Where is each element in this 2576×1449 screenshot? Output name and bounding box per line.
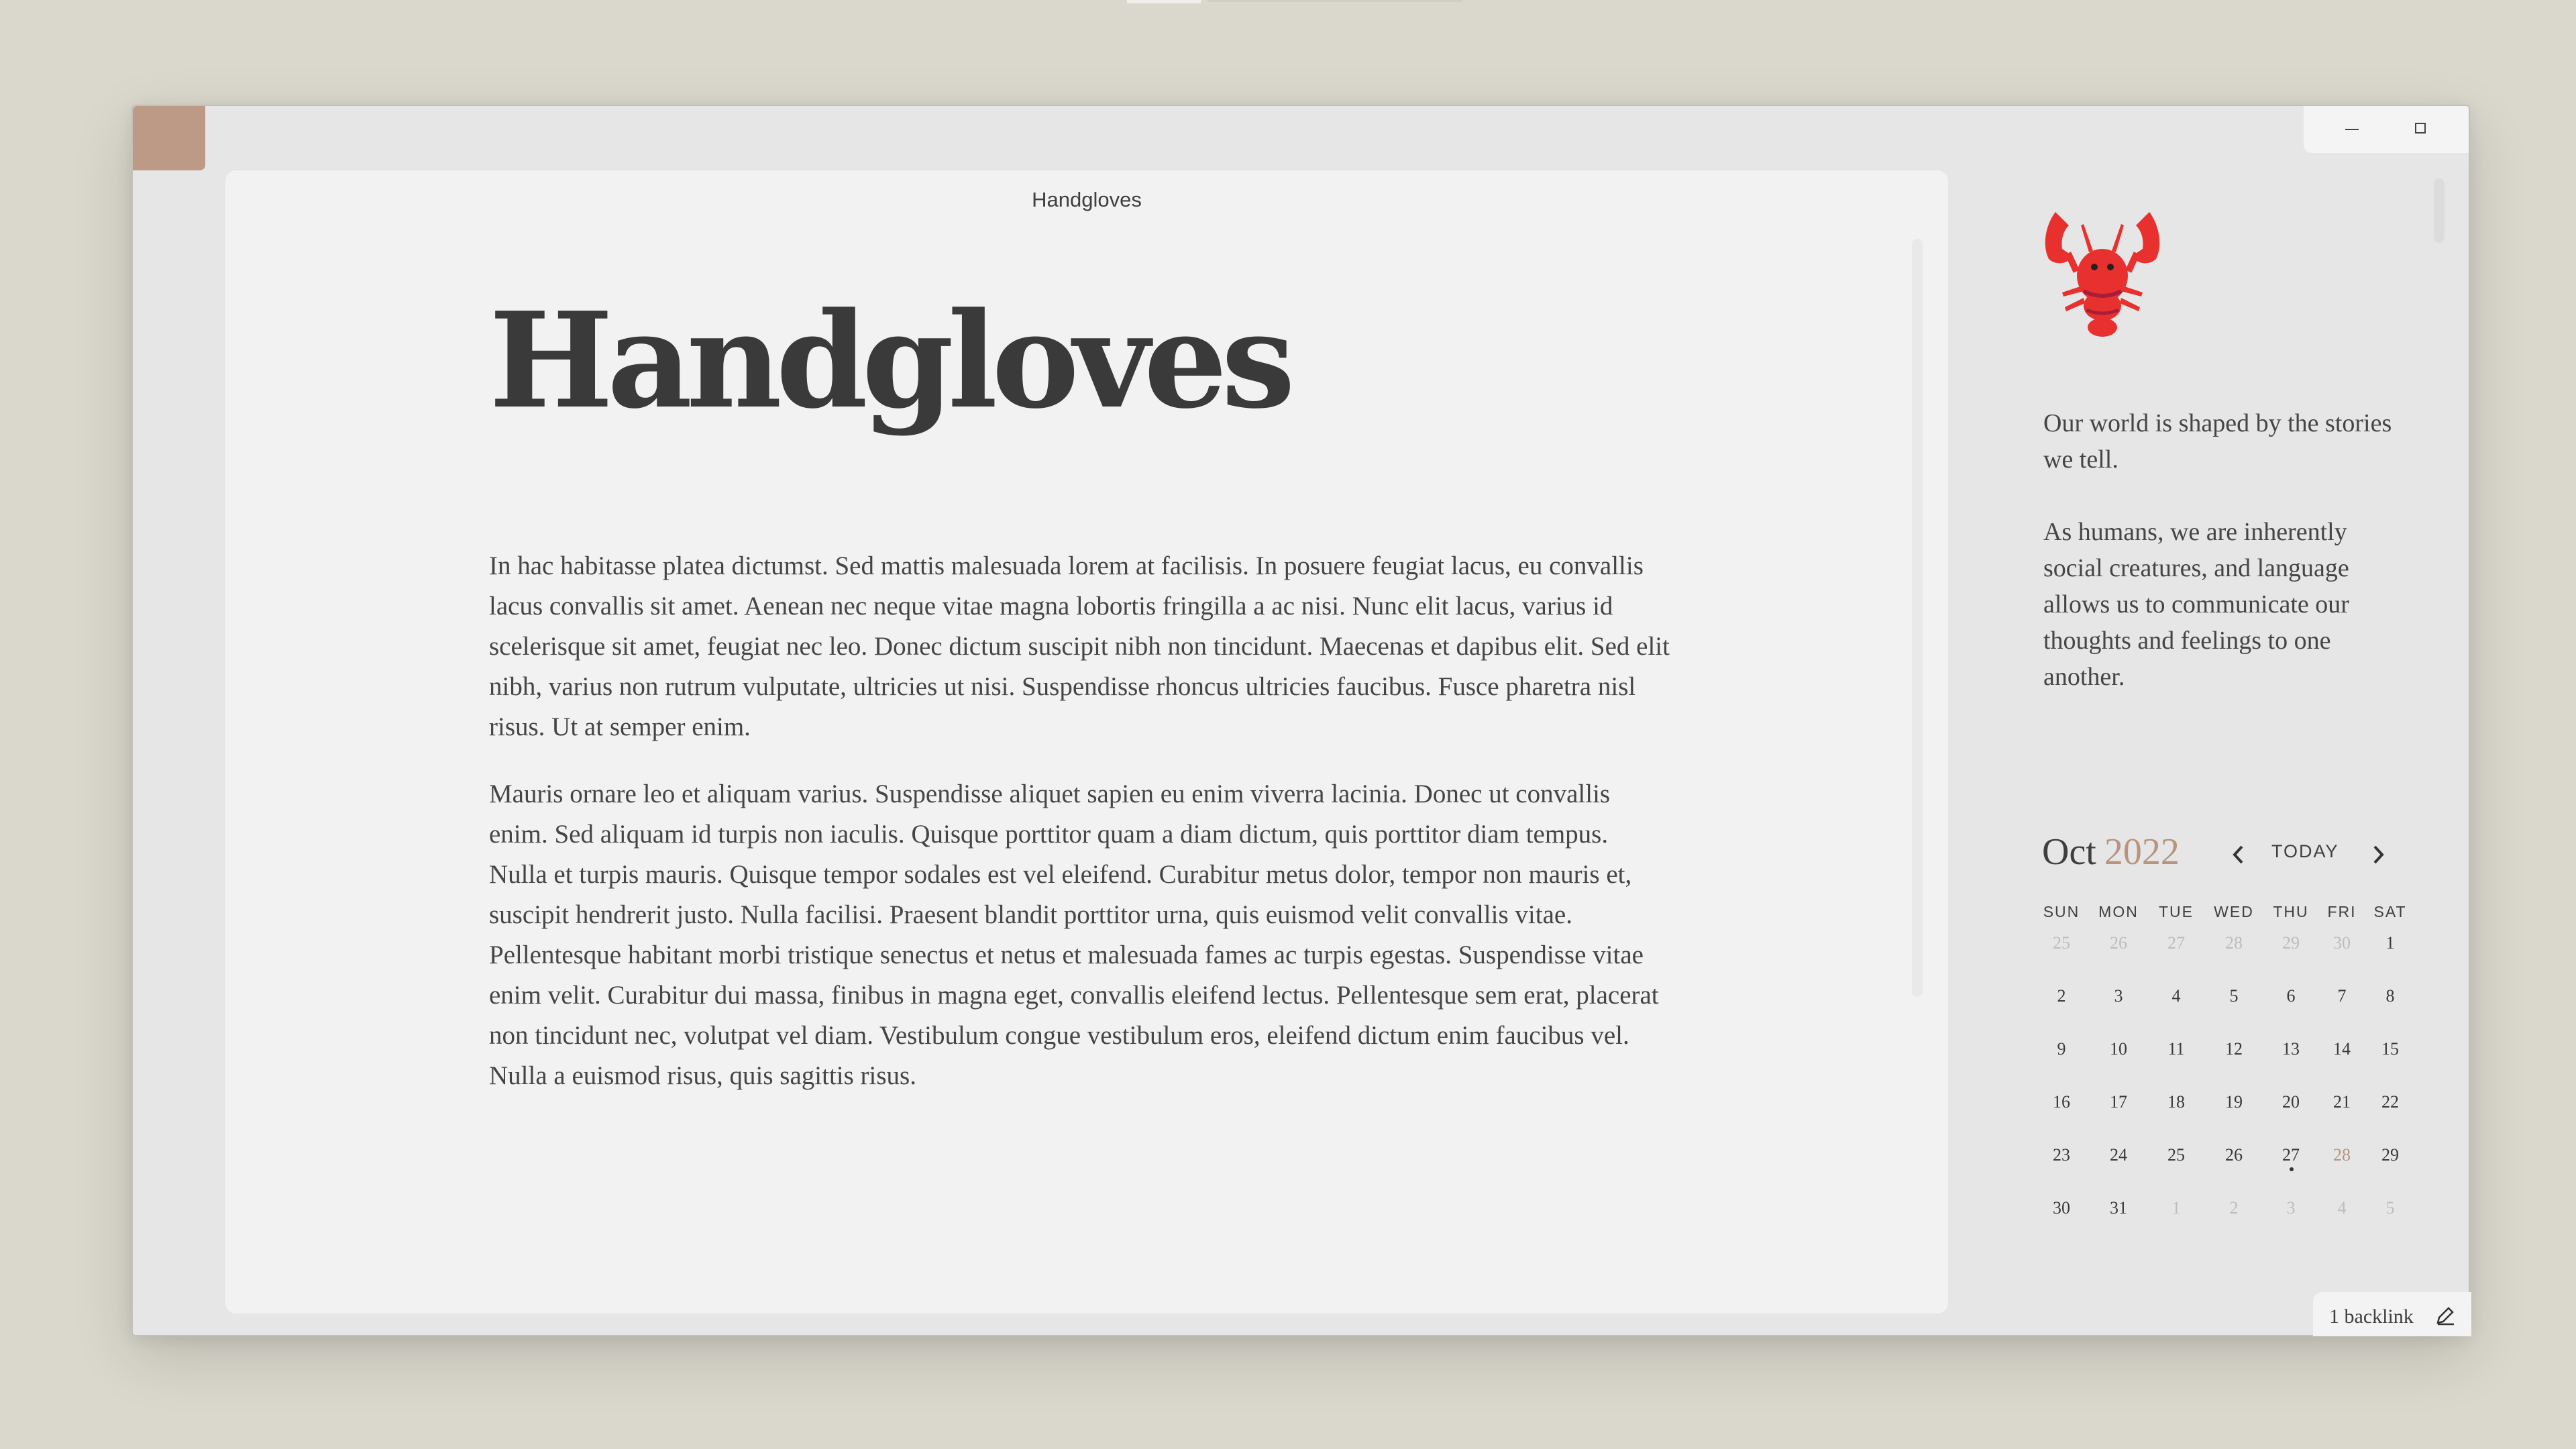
calendar-day[interactable]: 4 — [2337, 1198, 2347, 1218]
top-tab-indicator — [1127, 0, 1201, 3]
backlinks-count[interactable]: 1 backlink — [2329, 1305, 2414, 1328]
sidebar-paragraph: Our world is shaped by the stories we tell. — [2043, 409, 2392, 474]
calendar-day[interactable]: 29 — [2381, 1145, 2399, 1165]
calendar-day[interactable]: 14 — [2333, 1039, 2351, 1059]
calendar-day[interactable]: 17 — [2110, 1092, 2127, 1112]
calendar-header — [2037, 825, 2412, 879]
calendar-day[interactable]: 21 — [2333, 1092, 2351, 1112]
calendar-day[interactable]: 2 — [2057, 986, 2066, 1006]
calendar-day[interactable]: 20 — [2282, 1092, 2300, 1112]
calendar-day[interactable]: 27 — [2267, 1142, 2314, 1169]
calendar-day[interactable]: 9 — [2057, 1039, 2066, 1059]
calendar-day[interactable]: 15 — [2381, 1039, 2399, 1059]
calendar-day[interactable]: 23 — [2053, 1145, 2070, 1165]
maximize-icon[interactable] — [2387, 106, 2454, 153]
calendar-day[interactable]: 1 — [2385, 933, 2395, 953]
calendar-day[interactable]: 31 — [2110, 1198, 2127, 1218]
calendar-day[interactable]: 26 — [2110, 933, 2127, 953]
editor-scrollbar[interactable] — [1912, 239, 1923, 997]
calendar-day[interactable]: 2 — [2229, 1198, 2239, 1218]
calendar-day[interactable]: 25 — [2167, 1145, 2185, 1165]
sidebar-text — [2043, 405, 2392, 731]
pencil-icon[interactable] — [2434, 1304, 2457, 1327]
minimize-icon[interactable] — [2317, 106, 2384, 153]
chevron-right-icon[interactable] — [2368, 841, 2388, 868]
document-heading[interactable]: Handgloves — [489, 284, 1289, 438]
accent-swatch[interactable] — [133, 106, 205, 170]
calendar-day[interactable]: 16 — [2053, 1092, 2070, 1112]
today-button[interactable]: TODAY — [2271, 841, 2339, 861]
calendar-day[interactable]: 25 — [2053, 933, 2070, 953]
paragraph[interactable]: In hac habitasse platea dictumst. Sed mattis malesuada lorem at facilisis. In posuere feugiat lacus, eu convallis lacus convallis sit amet. Aenean nec neque vitae magna lobortis fringilla a ac nisi. Nunc elit lacus, varius id scelerisque sit amet, feugiat nec leo. Donec dictum suscipit nibh non tincidunt. Maecenas et dapibus elit. Sed elit nibh, varius non rutrum vulputate, ultricies ut nisi. Suspendisse rhoncus ultricies faucibus. Fusce pharetra nisl risus. Ut at semper enim. — [489, 551, 1670, 741]
calendar-day[interactable]: 8 — [2385, 986, 2395, 1006]
calendar-year: 2022 — [2104, 831, 2180, 873]
editor-pane[interactable] — [225, 170, 1948, 1313]
chevron-left-icon[interactable] — [2229, 841, 2249, 868]
calendar-month: Oct — [2042, 831, 2096, 873]
status-bar — [2313, 1292, 2471, 1336]
calendar-day[interactable]: 29 — [2282, 933, 2300, 953]
weekday-tue: TUE — [2159, 903, 2194, 920]
calendar-day[interactable]: 4 — [2171, 986, 2181, 1006]
calendar-day[interactable]: 24 — [2110, 1145, 2127, 1165]
calendar-day-today[interactable]: 28 — [2333, 1145, 2351, 1165]
calendar-day[interactable]: 22 — [2381, 1092, 2399, 1112]
weekday-wed: WED — [2214, 903, 2254, 920]
document-body[interactable] — [489, 546, 1670, 1123]
calendar-title — [2042, 830, 2180, 873]
note-dot — [2290, 1167, 2294, 1171]
weekday-mon: MON — [2098, 903, 2139, 920]
calendar-day[interactable]: 19 — [2225, 1092, 2243, 1112]
sidebar-scrollbar[interactable] — [2434, 178, 2445, 243]
calendar-day[interactable]: 3 — [2286, 1198, 2296, 1218]
calendar-day[interactable]: 10 — [2110, 1039, 2127, 1059]
calendar-day[interactable]: 27 — [2167, 933, 2185, 953]
lobster-icon — [2042, 212, 2163, 339]
calendar-day[interactable]: 11 — [2167, 1039, 2185, 1059]
calendar-day[interactable]: 12 — [2225, 1039, 2243, 1059]
calendar-day[interactable]: 5 — [2385, 1198, 2395, 1218]
calendar-day[interactable]: 18 — [2167, 1092, 2185, 1112]
calendar-day[interactable]: 7 — [2337, 986, 2347, 1006]
weekday-thu: THU — [2273, 903, 2309, 920]
weekday-sat: SAT — [2373, 903, 2407, 920]
paragraph[interactable]: Mauris ornare leo et aliquam varius. Suspendisse aliquet sapien eu enim viverra lacinia. Donec ut convallis enim. Sed aliquam id turpis non iaculis. Quisque porttitor quam a diam dictum, quis porttitor diam tempus. Nulla et turpis mauris. Quisque tempor sodales est vel eleifend. Curabitur metus dolor, tempor non mauris et, suscipit hendrerit justo. Nulla facilisi. Praesent blandit porttitor urna, quis euismod velit convallis vitae. Pellentesque habitant morbi tristique senectus et netus et malesuada fames ac turpis egestas. Suspendisse vitae enim velit. Curabitur dui massa, finibus in magna eget, convallis eleifend lectus. Pellentesque sem erat, placerat non tincidunt nec, volutpat vel diam. Vestibulum congue vestibulum eros, eleifend dictum enim faucibus vel. Nulla a euismod risus, quis sagittis risus. — [489, 780, 1659, 1090]
calendar-day[interactable]: 30 — [2333, 933, 2351, 953]
calendar-day[interactable]: 6 — [2286, 986, 2296, 1006]
calendar-day[interactable]: 30 — [2053, 1198, 2070, 1218]
document-tab-title: Handgloves — [1032, 188, 1142, 211]
calendar-day[interactable]: 3 — [2114, 986, 2123, 1006]
top-tab-strip — [1208, 0, 1462, 2]
calendar-day[interactable]: 5 — [2229, 986, 2239, 1006]
calendar — [2037, 825, 2412, 1218]
weekday-sun: SUN — [2043, 903, 2080, 920]
calendar-day[interactable]: 1 — [2171, 1198, 2181, 1218]
sidebar-paragraph: As humans, we are inherently social creatures, and language allows us to communicate our thoughts and feelings to one another. — [2043, 518, 2349, 691]
calendar-day[interactable]: 13 — [2282, 1039, 2300, 1059]
weekday-fri: FRI — [2327, 903, 2357, 920]
calendar-day[interactable]: 28 — [2225, 933, 2243, 953]
calendar-day[interactable]: 26 — [2225, 1145, 2243, 1165]
window-controls — [2304, 106, 2469, 153]
